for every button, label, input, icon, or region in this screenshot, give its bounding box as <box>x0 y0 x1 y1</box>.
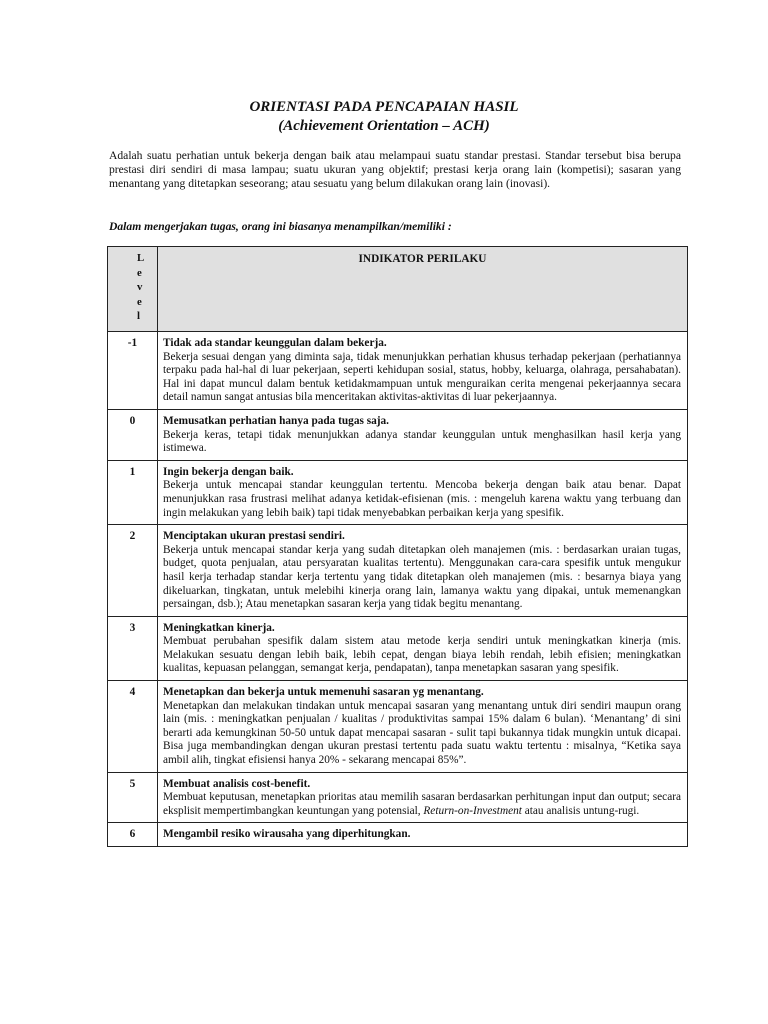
indicator-cell <box>158 409 688 460</box>
indicator-description: Bekerja untuk mencapai standar kerja yang sudah ditetapkan oleh manajemen (mis. : berdasarkan uraian tugas, budget, quota penjualan, atau persyaratan kualitas tertentu). Menggunakan cara-cara spesifik untuk mengukur hasil kerja terhadap standar kerja tertentu yang tidak ditetapkan oleh manajemen (mis. : besarnya biaya yang dikeluarkan, tingkatan, untuk melebihi kinerja orang lain, lamanya waktu yang dipakai, untuk memenangkan persaingan, dsb.); Atau menetapkan sasaran kerja yang tidak begitu menantang. <box>163 543 681 611</box>
description-emphasis: Return-on-Investment <box>423 804 522 817</box>
level-cell: -1 <box>108 332 158 410</box>
document-title <box>0 98 768 136</box>
indicator-title: Tidak ada standar keunggulan dalam bekerja. <box>163 337 387 349</box>
table-row <box>108 772 688 823</box>
indicator-cell <box>158 616 688 680</box>
level-letter: v <box>137 281 143 293</box>
table-header-row <box>108 247 688 332</box>
table-row <box>108 409 688 460</box>
indicator-description: Membuat perubahan spesifik dalam sistem atau metode kerja sendiri untuk meningkatkan kinerja (mis. Melakukan sesuatu dengan lebih baik, lebih cepat, dengan biaya lebih rendah, lebih efisien; meningkatkan kualitas, kepuasan pelanggan, semangat kerja, pendapatan), tanpa menetapkan sasaran yang spesifik. <box>163 635 681 675</box>
lead-sentence: Dalam mengerjakan tugas, orang ini biasanya menampilkan/memiliki : <box>109 220 452 233</box>
title-subtitle: (Achievement Orientation – ACH) <box>278 118 490 134</box>
indicator-column-header: INDIKATOR PERILAKU <box>158 247 688 332</box>
indicator-description: Bekerja untuk mencapai standar keunggulan tertentu. Mencoba bekerja dengan baik atau benar. Dapat menunjukkan rasa frustrasi melihat adanya ketidak-efisienan (mis. : mengeluh karena waktu yang terbuang dan ingin melakukan yang lebih baik) tapi tidak menyebabkan perbaikan kerja yang spesifik. <box>163 479 681 519</box>
indicator-title: Memusatkan perhatian hanya pada tugas saja. <box>163 414 389 427</box>
description-text: Membuat keputusan, menetapkan prioritas atau memilih sasaran berdasarkan perhitungan input dan output; secara eksplisit mempertimbangkan keuntungan yang potensial, <box>163 791 681 817</box>
level-cell: 6 <box>108 823 158 847</box>
table-row <box>108 525 688 617</box>
level-letter: e <box>137 266 142 279</box>
description-text: atau analisis untung-rugi. <box>521 804 640 817</box>
level-letter: e <box>137 295 142 308</box>
page-bottom-margin <box>0 930 768 1024</box>
level-cell: 2 <box>108 525 158 617</box>
level-cell: 3 <box>108 616 158 680</box>
indicator-title: Menetapkan dan bekerja untuk memenuhi sasaran yg menantang. <box>163 686 484 699</box>
table-row <box>108 460 688 524</box>
behavior-indicator-table <box>107 246 688 847</box>
indicator-cell <box>158 823 688 847</box>
indicator-description: Menetapkan dan melakukan tindakan untuk mencapai sasaran yang menantang untuk diri sendiri maupun orang lain (mis. : meningkatkan penjualan / kualitas / produktivitas sampai 15% dalam 6 bulan). ‘Menantang’ di sini berarti ada kemungkinan 50-50 untuk dapat mencapai sasaran - sulit tapi bukannya tidak mungkin untuk dicapai. Bisa juga membandingkan dengan ukuran prestasi tertentu pada suatu waktu tertentu : misalnya, “Ketika saya ambil alih, tingkat efisiensi hanya 20% - sekarang mencapai 85%”. <box>163 699 681 767</box>
level-cell: 4 <box>108 681 158 773</box>
indicator-description: Bekerja sesuai dengan yang diminta saja, tidak menunjukkan perhatian khusus terhadap pekerjaan (perhatiannya terpaku pada hal-hal di luar pekerjaan, seperti kehidupan sosial, status, hobby, keluarga, olahraga, persahabatan). Hal ini dapat muncul dalam bentuk ketidakmampuan untuk menguraikan cerita mengenai pekerjaannya secara detail namun sangat antusias bila menceritakan aktivitas-aktivitas di luar pekerjaannya. <box>163 350 681 404</box>
level-column-header <box>108 247 158 332</box>
indicator-title: Meningkatkan kinerja. <box>163 621 275 634</box>
level-cell: 0 <box>108 409 158 460</box>
indicator-title: Menciptakan ukuran prestasi sendiri. <box>163 530 345 543</box>
level-letter: L <box>137 252 145 264</box>
table-row <box>108 616 688 680</box>
table-row <box>108 332 688 410</box>
table-row <box>108 823 688 847</box>
indicator-cell <box>158 525 688 617</box>
level-cell: 1 <box>108 460 158 524</box>
indicator-cell <box>158 681 688 773</box>
indicator-description <box>163 791 681 818</box>
level-cell: 5 <box>108 772 158 823</box>
indicator-title: Mengambil resiko wirausaha yang diperhitungkan. <box>163 828 411 841</box>
indicator-title: Membuat analisis cost-benefit. <box>163 777 311 790</box>
indicator-cell <box>158 332 688 410</box>
intro-paragraph: Adalah suatu perhatian untuk bekerja dengan baik atau melampaui suatu standar prestasi. Standar tersebut bisa berupa prestasi diri sendiri di masa lampau; suatu ukuran yang objektif; prestasi kerja orang lain (kompetisi); sasaran yang menantang yang ditetapkan seseorang; atau sesuatu yang belum dilakukan orang lain (inovasi). <box>109 149 681 190</box>
title-main: ORIENTASI PADA PENCAPAIAN HASIL <box>249 99 519 115</box>
indicator-title: Ingin bekerja dengan baik. <box>163 465 294 478</box>
level-letter: l <box>137 310 140 322</box>
indicator-description: Bekerja keras, tetapi tidak menunjukkan adanya standar keunggulan untuk menghasilkan hasil kerja yang istimewa. <box>163 428 681 455</box>
indicator-cell <box>158 460 688 524</box>
indicator-cell <box>158 772 688 823</box>
table-row <box>108 681 688 773</box>
